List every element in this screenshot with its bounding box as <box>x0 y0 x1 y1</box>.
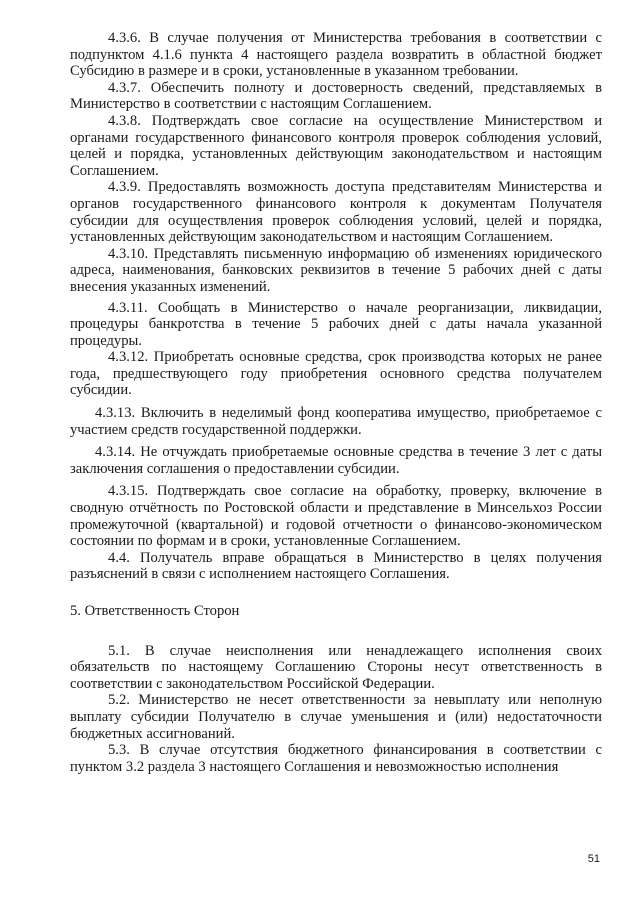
section-heading: 5. Ответственность Сторон <box>70 603 240 619</box>
paragraph-4-3-14: 4.3.14. Не отчуждать приобретаемые основные средства в течение 3 лет с даты заключения соглашения о предоставлении субсидии. <box>70 444 602 477</box>
paragraph-4-3-7: 4.3.7. Обеспечить полноту и достоверность сведений, представляемых в Министерство в соответствии с настоящим Соглашением. <box>70 79 602 113</box>
paragraph-4-3-11: 4.3.11. Сообщать в Министерство о начале реорганизации, ликвидации, процедуры банкротства в течение 5 рабочих дней с даты начала указанной процедуры. <box>70 299 602 349</box>
paragraph-5-3: 5.3. В случае отсутствия бюджетного финансирования в соответствии с пунктом 3.2 раздела 3 настоящего Соглашения и невозможностью исполнения <box>70 742 602 775</box>
paragraph-5-2: 5.2. Министерство не несет ответственности за невыплату или неполную выплату субсидии Получателю в случае уменьшения и (или) недостаточности бюджетных ассигнований. <box>70 692 602 742</box>
paragraph-4-3-6: 4.3.6. В случае получения от Министерства требования в соответствии с подпунктом 4.1.6 пункта 4 настоящего раздела возвратить в областной бюджет Субсидию в размере и в сроки, установленные в указанном требовании. <box>70 30 602 80</box>
paragraph-4-3-15: 4.3.15. Подтверждать свое согласие на обработку, проверку, включение в сводную отчётность по Ростовской области и представление в Минсельхоз России промежуточной (квартальной) и годовой отчетности о финансово-экономическом состоянии по формам и в сроки, установленные Соглашением. <box>70 483 602 550</box>
paragraph-5-1: 5.1. В случае неисполнения или ненадлежащего исполнения своих обязательств по настоящему Соглашению Стороны несут ответственность в соответствии с законодательством Российской Федерации. <box>70 642 602 692</box>
paragraph-4-3-9: 4.3.9. Предоставлять возможность доступа представителям Министерства и органов государственного финансового контроля к документам Получателя субсидии для осуществления проверок соблюдения условий, целей и порядка, установленных действующим законодательством и настоящим Соглашением. <box>70 179 602 246</box>
paragraph-4-3-13: 4.3.13. Включить в неделимый фонд кооператива имущество, приобретаемое с участием средств государственной поддержки. <box>70 405 602 438</box>
paragraph-4-4: 4.4. Получатель вправе обращаться в Министерство в целях получения разъяснений в связи с исполнением настоящего Соглашения. <box>70 549 602 583</box>
paragraph-4-3-12: 4.3.12. Приобретать основные средства, срок производства которых не ранее года, предшествующего году приобретения основного средства получателем субсидии. <box>70 349 602 399</box>
paragraph-4-3-8: 4.3.8. Подтверждать свое согласие на осуществление Министерством и органами государственного финансового контроля проверок соблюдения условий, целей и порядка, установленных действующим законодательством и настоящим Соглашением. <box>70 112 602 179</box>
page-number: 51 <box>587 853 600 865</box>
document-body <box>70 30 602 775</box>
paragraph-4-3-10: 4.3.10. Представлять письменную информацию об изменениях юридического адреса, наименования, банковских реквизитов в течение 5 рабочих дней с даты внесения указанных изменений. <box>70 245 602 295</box>
